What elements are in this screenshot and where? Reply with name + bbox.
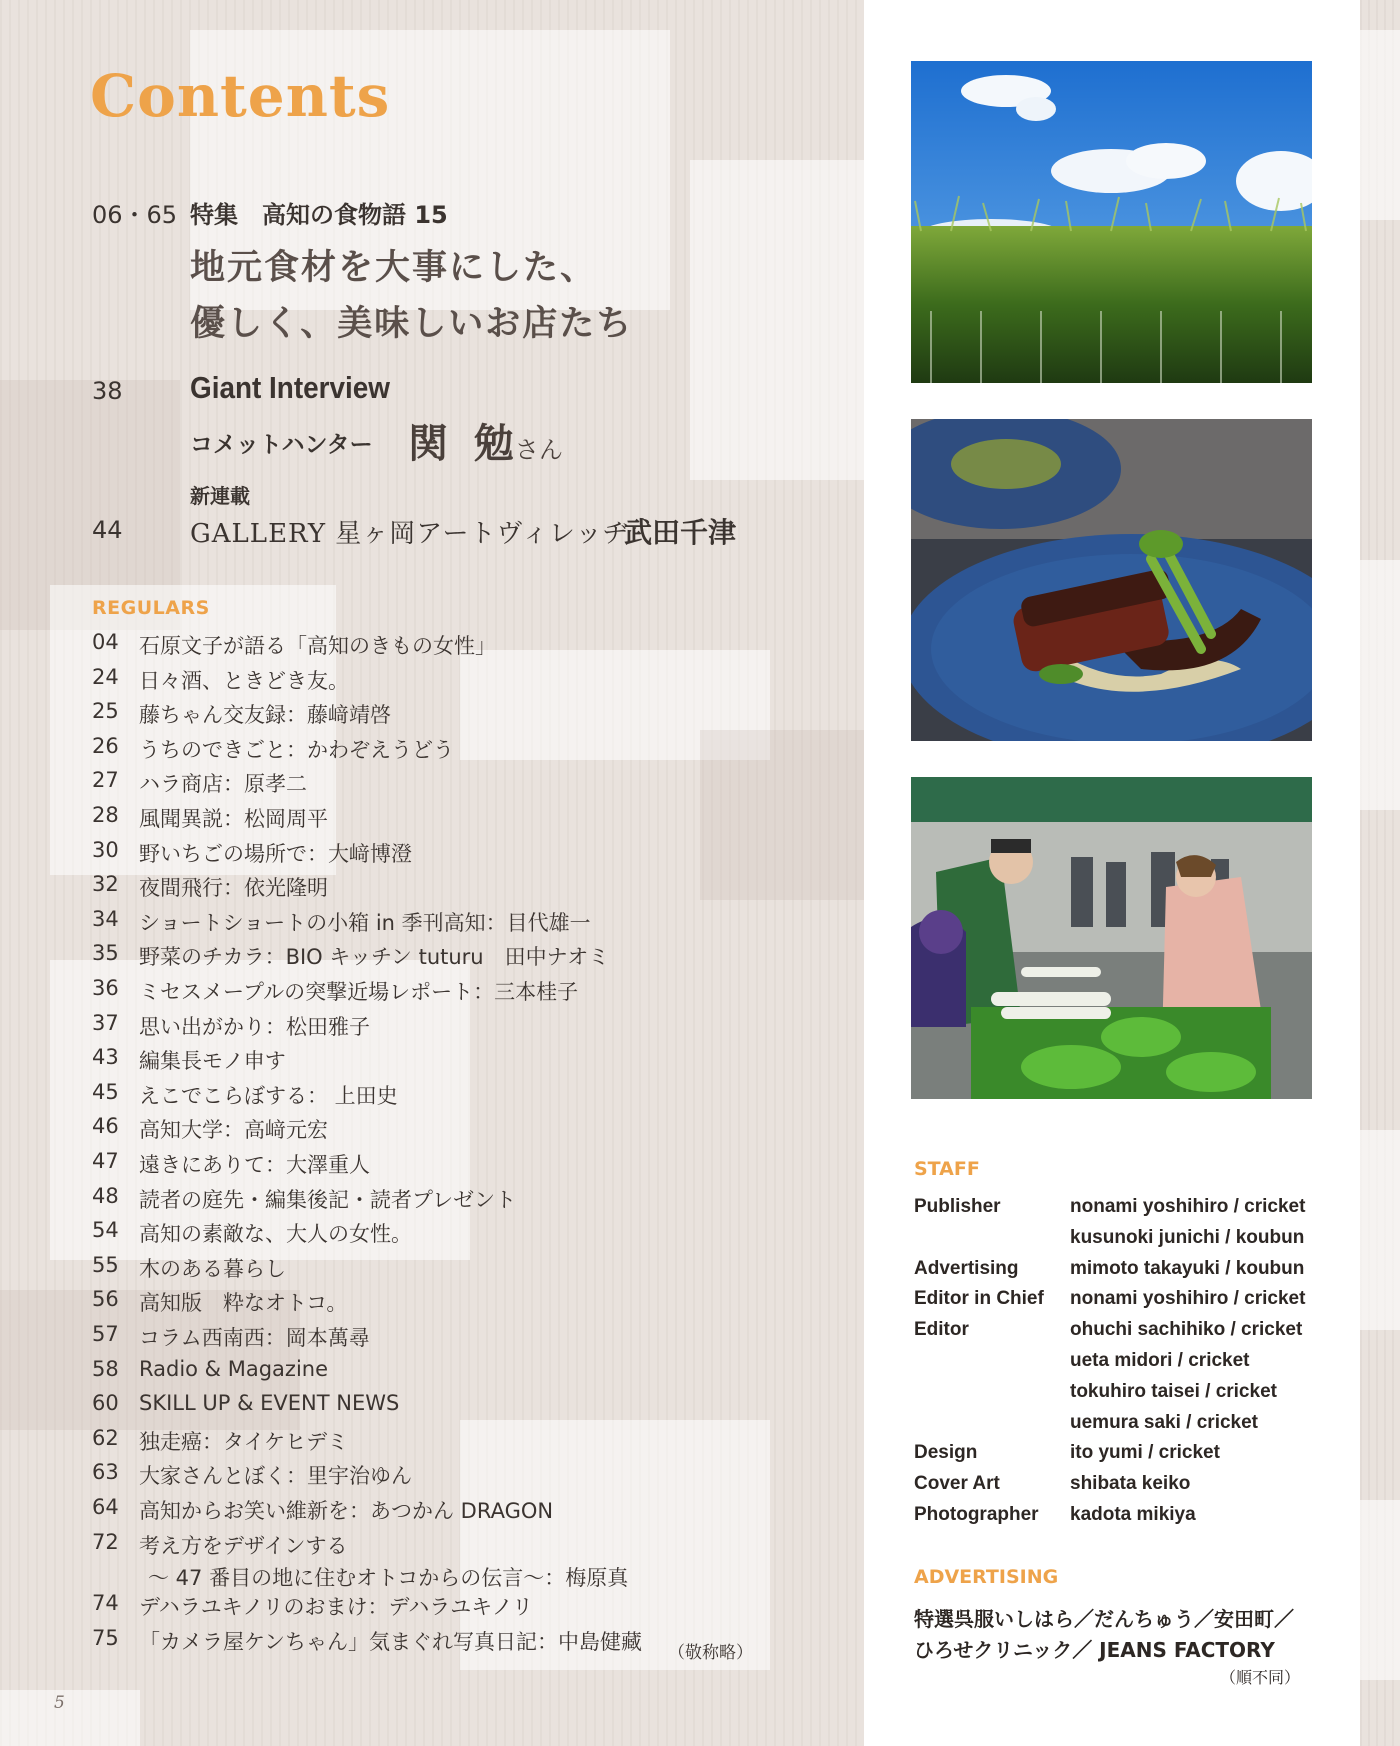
regulars-item-page: 25 bbox=[92, 699, 119, 724]
regulars-heading: REGULARS bbox=[92, 597, 210, 619]
feature-label[interactable]: 特集 高知の食物語 15 bbox=[190, 201, 448, 229]
regulars-item-page: 47 bbox=[92, 1149, 119, 1173]
regulars-item-title: 藤ちゃん交友録：藤﨑靖啓 bbox=[139, 703, 391, 728]
staff-role: Publisher bbox=[914, 1196, 1001, 1217]
staff-role: Cover Art bbox=[914, 1473, 1000, 1495]
interview-name: 関 勉 bbox=[408, 420, 520, 467]
sugarcane-field-photo bbox=[911, 61, 1312, 383]
honorific-note: （敬称略） bbox=[668, 1643, 753, 1663]
regulars-item-title: 大家さんとぼく：里宇治ゆん bbox=[139, 1464, 412, 1489]
staff-role: Editor in Chief bbox=[914, 1288, 1044, 1310]
regulars-item-page: 28 bbox=[92, 803, 119, 827]
regulars-item-title: 高知大学：高﨑元宏 bbox=[139, 1118, 328, 1143]
regulars-item-title: 風聞異説：松岡周平 bbox=[139, 807, 328, 831]
regulars-item-page: 24 bbox=[92, 664, 119, 689]
regulars-item-page: 55 bbox=[92, 1252, 119, 1277]
regulars-item-page: 36 bbox=[92, 976, 119, 1000]
regulars-item-title: ミセスメープルの突撃近場レポート：三本桂子 bbox=[139, 980, 579, 1004]
market-scene-photo bbox=[911, 777, 1312, 1099]
regulars-item-page: 45 bbox=[92, 1079, 119, 1104]
regulars-item-title: うちのできごと：かわぞえうどう bbox=[139, 737, 454, 762]
regulars-item-title: 編集長モノ申す bbox=[139, 1049, 286, 1074]
regulars-item-page: 43 bbox=[92, 1045, 119, 1070]
regulars-item-title: デハラユキノリのおまけ：デハラユキノリ bbox=[139, 1595, 533, 1620]
regulars-item-page: 62 bbox=[92, 1425, 119, 1450]
staff-role: Editor bbox=[914, 1319, 969, 1341]
regulars-item-page: 63 bbox=[92, 1460, 119, 1485]
regulars-item-72-subline: ～ 47 番目の地に住むオトコからの伝言～：梅原真 bbox=[148, 1566, 629, 1590]
regulars-item-page: 46 bbox=[92, 1114, 119, 1139]
new-series-page: 44 bbox=[92, 516, 123, 544]
regulars-item-title: 独走癌：タイケヒデミ bbox=[139, 1429, 349, 1454]
advertising-note: （順不同） bbox=[1220, 1668, 1301, 1687]
regulars-item-title: 木のある暮らし bbox=[139, 1256, 286, 1281]
regulars-item-page: 26 bbox=[92, 733, 119, 758]
regulars-item-page: 75 bbox=[92, 1625, 119, 1650]
advertising-line-1: 特選呉服いしはら／だんちゅう／安田町／ bbox=[914, 1607, 1294, 1631]
interview-honorific: さん bbox=[515, 436, 563, 464]
feature-headline-line1: 地元食材を大事にした、 bbox=[190, 248, 598, 288]
new-series-label: 新連載 bbox=[190, 484, 250, 508]
feature-headline-line2: 優しく、美味しいお店たち bbox=[190, 304, 634, 344]
regulars-item-page: 72 bbox=[92, 1529, 119, 1554]
staff-name: uemura saki / cricket bbox=[1070, 1411, 1258, 1433]
regulars-item-page: 74 bbox=[92, 1591, 119, 1616]
staff-name: tokuhiro taisei / cricket bbox=[1070, 1380, 1277, 1402]
regulars-item-page: 34 bbox=[92, 906, 119, 931]
regulars-item-title: えこでこらぼする： 上田史 bbox=[139, 1083, 398, 1108]
regulars-item-title: 考え方をデザインする bbox=[139, 1533, 348, 1558]
staff-name: ueta midori / cricket bbox=[1070, 1350, 1250, 1371]
interview-title[interactable]: Giant Interview bbox=[190, 370, 391, 405]
regulars-item-page: 27 bbox=[92, 768, 119, 793]
regulars-item-title: 高知版 粋なオトコ。 bbox=[139, 1291, 348, 1316]
staff-name: kadota mikiya bbox=[1070, 1504, 1196, 1525]
staff-role: Design bbox=[914, 1442, 978, 1464]
staff-name: mimoto takayuki / koubun bbox=[1070, 1257, 1305, 1279]
regulars-item-page: 58 bbox=[92, 1356, 119, 1381]
regulars-item-title: コラム西南西：岡本萬尋 bbox=[139, 1326, 370, 1350]
regulars-item-page: 04 bbox=[92, 630, 119, 654]
regulars-item-page: 54 bbox=[92, 1218, 119, 1243]
regulars-item-title: 思い出がかり：松田雅子 bbox=[139, 1014, 370, 1039]
regulars-item-title: 日々酒、ときどき友。 bbox=[139, 668, 349, 693]
regulars-item-title: 高知の素敵な、大人の女性。 bbox=[139, 1222, 412, 1247]
staff-role: Photographer bbox=[914, 1504, 1039, 1525]
staff-name: nonami yoshihiro / cricket bbox=[1070, 1196, 1306, 1217]
interview-role: コメットハンター bbox=[190, 432, 373, 458]
regulars-item-title: 石原文子が語る「高知のきもの女性」 bbox=[139, 634, 496, 658]
regulars-item-page: 48 bbox=[92, 1183, 119, 1208]
staff-heading: STAFF bbox=[914, 1158, 980, 1180]
regulars-item-title: Radio & Magazine bbox=[139, 1356, 329, 1381]
regulars-item-page: 37 bbox=[92, 1010, 119, 1035]
regulars-item-page: 60 bbox=[92, 1391, 119, 1416]
staff-name: ito yumi / cricket bbox=[1070, 1442, 1220, 1464]
regulars-item-page: 35 bbox=[92, 941, 119, 966]
feature-pages: 06・65 bbox=[92, 201, 178, 229]
regulars-item-page: 30 bbox=[92, 837, 119, 862]
regulars-item-page: 57 bbox=[92, 1322, 119, 1346]
regulars-item-title: 高知からお笑い維新を：あつかん DRAGON bbox=[139, 1499, 554, 1523]
right-texture-strip bbox=[1360, 0, 1400, 1746]
regulars-item-title: 読者の庭先・編集後記・読者プレゼント bbox=[139, 1187, 517, 1212]
staff-role: Advertising bbox=[914, 1257, 1019, 1279]
regulars-item-title: 遠きにありて：大澤重人 bbox=[139, 1153, 370, 1177]
steak-dish-photo bbox=[911, 419, 1312, 741]
regulars-item-page: 64 bbox=[92, 1495, 119, 1519]
new-series-title[interactable]: GALLERY 星ヶ岡アートヴィレッヂ bbox=[190, 519, 630, 549]
new-series-artist: 武田千津 bbox=[624, 516, 737, 549]
regulars-item-title: 野菜のチカラ：BIO キッチン tuturu 田中ナオミ bbox=[139, 945, 610, 970]
page-title: Contents bbox=[90, 62, 391, 130]
regulars-item-title: ショートショートの小箱 in 季刊高知：目代雄一 bbox=[139, 910, 591, 935]
regulars-item-title: 夜間飛行：依光隆明 bbox=[139, 876, 328, 901]
page-number: 5 bbox=[54, 1693, 65, 1713]
advertising-heading: ADVERTISING bbox=[914, 1566, 1059, 1588]
regulars-item-page: 56 bbox=[92, 1287, 119, 1312]
regulars-item-title: SKILL UP & EVENT NEWS bbox=[139, 1391, 400, 1416]
staff-name: kusunoki junichi / koubun bbox=[1070, 1226, 1305, 1248]
staff-name: ohuchi sachihiko / cricket bbox=[1070, 1319, 1303, 1341]
regulars-item-title: ハラ商店：原孝二 bbox=[139, 772, 307, 797]
staff-name: shibata keiko bbox=[1070, 1473, 1191, 1495]
regulars-item-title: 「カメラ屋ケンちゃん」気まぐれ写真日記：中島健藏 bbox=[139, 1629, 642, 1654]
regulars-item-title: 野いちごの場所で：大﨑博澄 bbox=[139, 841, 412, 866]
regulars-item-page: 32 bbox=[92, 872, 119, 897]
interview-page: 38 bbox=[92, 377, 123, 405]
staff-name: nonami yoshihiro / cricket bbox=[1070, 1288, 1306, 1310]
advertising-line-2: ひろせクリニック／ JEANS FACTORY bbox=[914, 1638, 1275, 1662]
